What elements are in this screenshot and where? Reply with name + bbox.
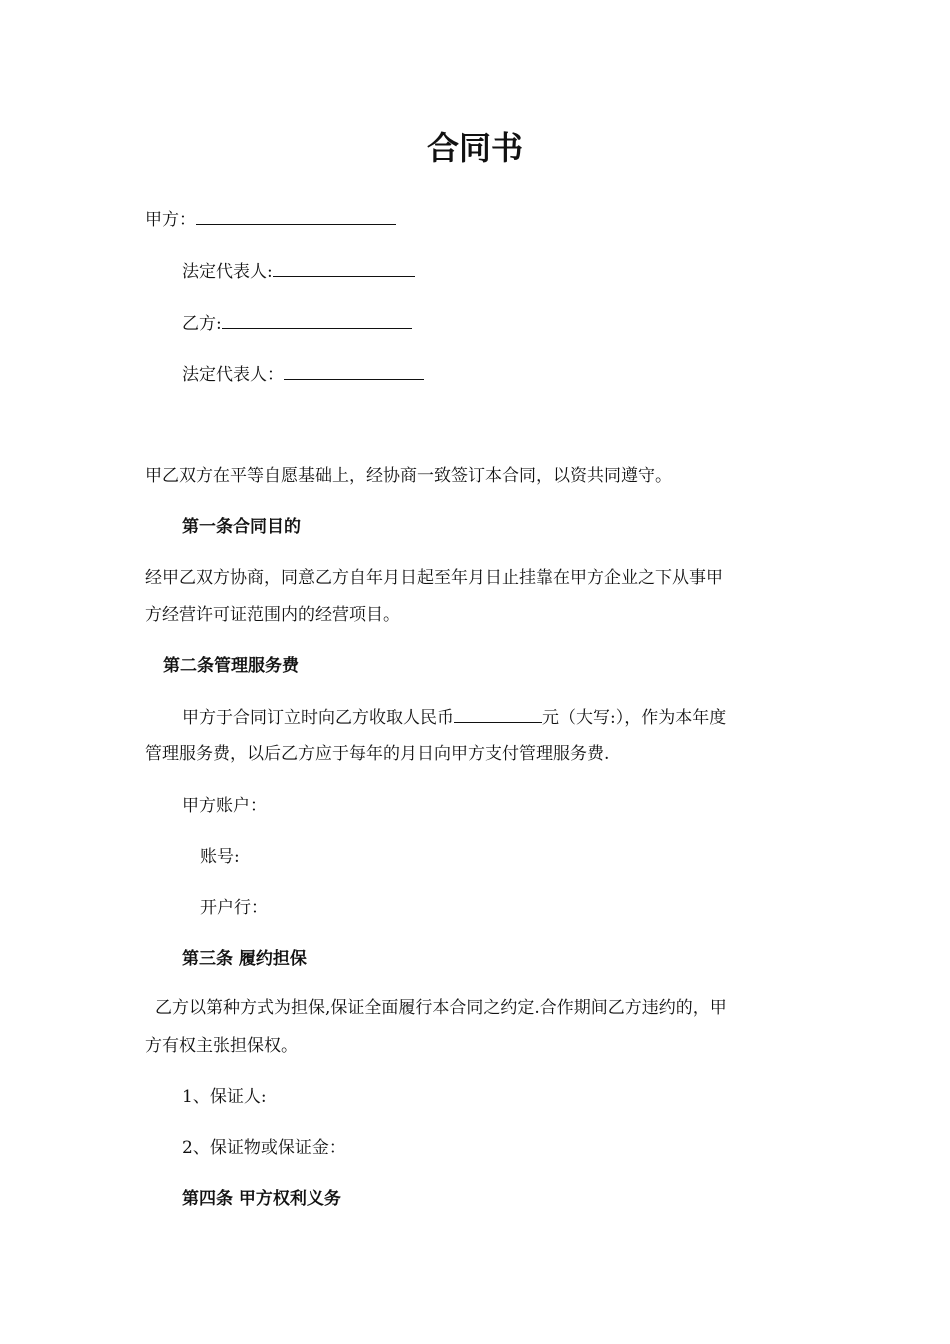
party-b-rep-line <box>182 362 424 387</box>
fee-text-pre: 甲方于合同订立时向乙方收取人民币 <box>182 708 454 728</box>
article-4-heading: 第四条 甲方权利义务 <box>182 1189 341 1209</box>
page-title: 合同书 <box>426 129 523 167</box>
party-a-rep-line <box>182 259 415 284</box>
article-1-heading: 第一条合同目的 <box>182 517 301 537</box>
bank-label: 开户行： <box>200 898 268 918</box>
party-a-rep-blank <box>273 259 415 277</box>
fee-text-post: 元（大写:），作为本年度 <box>542 708 727 728</box>
article-1-line-2: 方经营许可证范围内的经营项目。 <box>145 605 400 625</box>
party-b-blank <box>222 311 412 329</box>
party-b-rep-label: 法定代表人： <box>182 365 284 385</box>
article-2-line-2: 管理服务费，以后乙方应于每年的月日向甲方支付管理服务费. <box>145 744 610 764</box>
article-3-line-1: 乙方以第种方式为担保,保证全面履行本合同之约定.合作期间乙方违约的，甲 <box>155 998 727 1018</box>
intro-paragraph: 甲乙双方在平等自愿基础上，经协商一致签订本合同，以资共同遵守。 <box>145 466 672 486</box>
party-b-line <box>182 311 412 336</box>
guarantee-item-2: 2、保证物或保证金： <box>182 1138 346 1158</box>
party-a-line <box>145 207 396 232</box>
article-2-heading: 第二条管理服务费 <box>163 656 299 676</box>
article-3-line-2: 方有权主张担保权。 <box>145 1036 298 1056</box>
article-2-line-1 <box>182 705 726 730</box>
party-a-blank <box>196 207 396 225</box>
party-b-rep-blank <box>284 362 424 380</box>
account-label: 甲方账户： <box>182 796 267 816</box>
article-1-line-1: 经甲乙双方协商，同意乙方自年月日起至年月日止挂靠在甲方企业之下从事甲 <box>145 568 723 588</box>
guarantee-item-1: 1、保证人: <box>182 1087 267 1107</box>
account-number-label: 账号: <box>200 847 240 867</box>
party-b-label: 乙方: <box>182 314 222 334</box>
party-a-label: 甲方： <box>145 210 196 230</box>
fee-amount-blank <box>454 705 542 723</box>
party-a-rep-label: 法定代表人: <box>182 262 273 282</box>
article-3-heading: 第三条 履约担保 <box>182 949 307 969</box>
